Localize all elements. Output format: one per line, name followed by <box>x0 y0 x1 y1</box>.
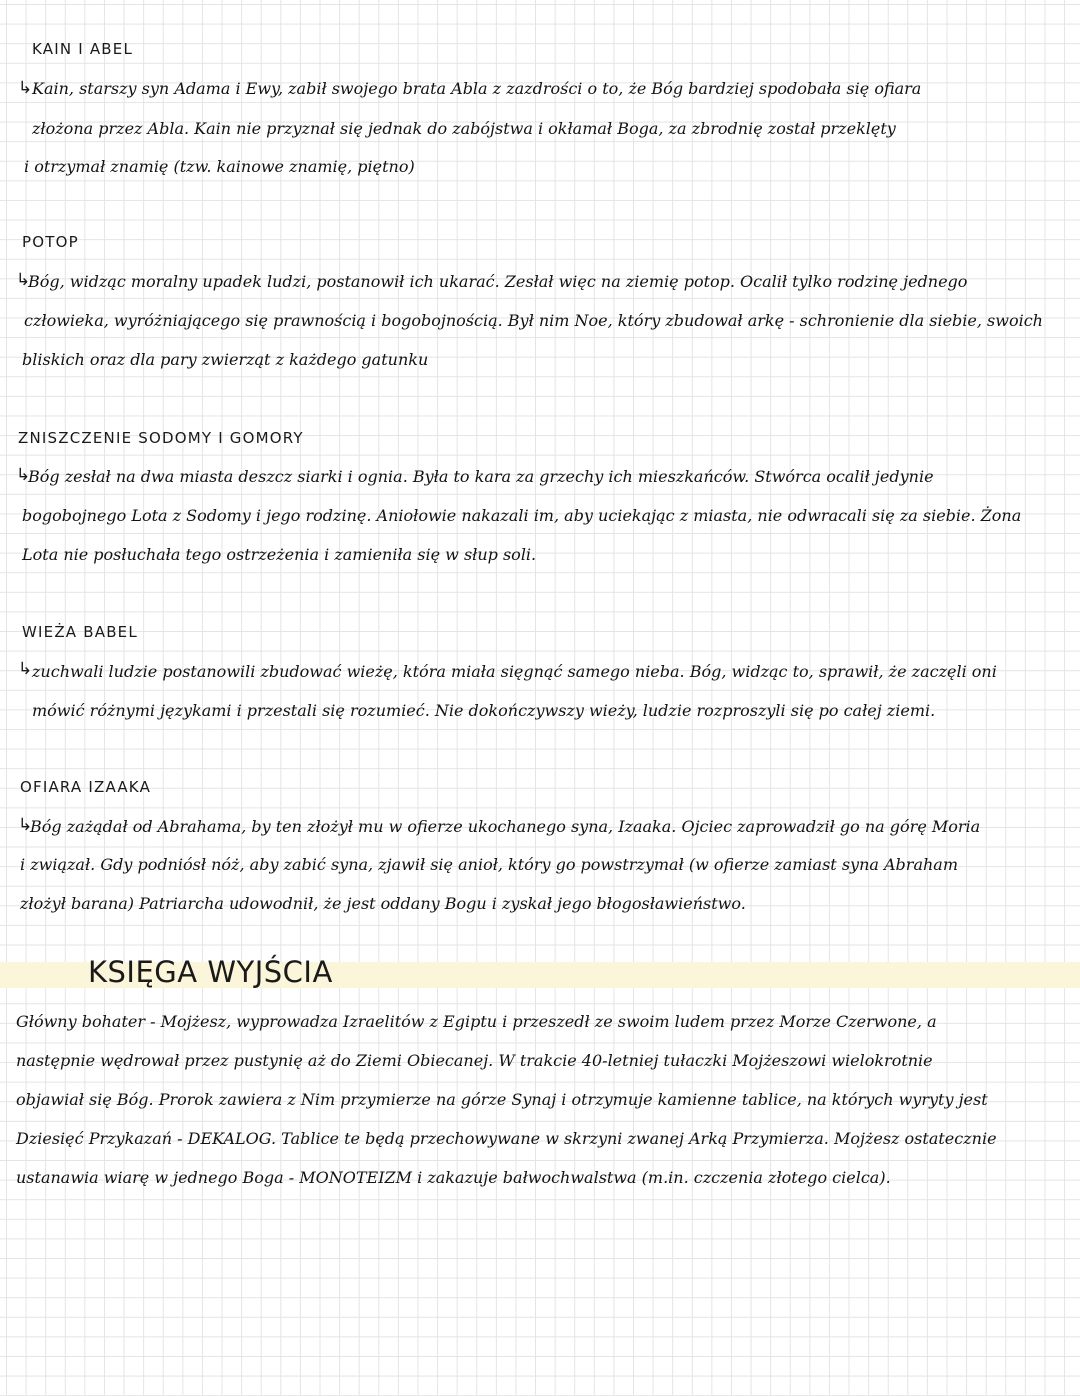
section-heading-wieza-babel: WIEŻA BABEL <box>22 623 138 641</box>
text-line: i związał. Gdy podniósł nóż, aby zabić syna, zjawił się anioł, który go powstrzymał (w ofierze zamiast syna Abraham <box>20 855 958 874</box>
arrow-icon: ↳ <box>16 270 31 290</box>
text-line: Bóg zażądał od Abrahama, by ten złożył mu w ofierze ukochanego syna, Izaaka. Ojciec zaprowadził go na górę Moria <box>30 817 981 836</box>
arrow-icon: ↳ <box>18 659 33 679</box>
section-heading-ofiara-izaaka: OFIARA IZAAKA <box>20 778 152 796</box>
text-line: człowieka, wyróżniającego się prawnością i bogobojnością. Był nim Noe, który zbudował arkę - schronienie dla siebie, swoich <box>24 311 1043 330</box>
section-heading-potop: POTOP <box>22 233 79 251</box>
text-line: Kain, starszy syn Adama i Ewy, zabił swojego brata Abla z zazdrości o to, że Bóg bardziej spodobała się ofiara <box>32 79 922 98</box>
text-line: następnie wędrował przez pustynię aż do Ziemi Obiecanej. W trakcie 40-letniej tułaczki Mojżeszowi wielokrotnie <box>16 1051 933 1070</box>
section-heading-sodoma-gomora: ZNISZCZENIE SODOMY I GOMORY <box>18 429 304 447</box>
text-line: Bóg, widząc moralny upadek ludzi, postanowił ich ukarać. Zesłał więc na ziemię potop. Ocalił tylko rodzinę jednego <box>28 272 968 291</box>
arrow-icon: ↳ <box>16 465 31 485</box>
text-line: złożył barana) Patriarcha udowodnił, że jest oddany Bogu i zyskał jego błogosławieństwo. <box>20 894 746 913</box>
section-heading-kain-i-abel: KAIN I ABEL <box>32 40 134 58</box>
text-line: Dziesięć Przykazań - DEKALOG. Tablice te będą przechowywane w skrzyni zwanej Arką Przymierza. Mojżesz ostatecznie <box>16 1129 997 1148</box>
text-line: bogobojnego Lota z Sodomy i jego rodzinę. Aniołowie nakazali im, aby uciekając z miasta, nie odwracali się za siebie. Żona <box>22 506 1022 525</box>
arrow-icon: ↳ <box>18 78 33 98</box>
text-line: objawiał się Bóg. Prorok zawiera z Nim przymierze na górze Synaj i otrzymuje kamienne tablice, na których wyryty jest <box>16 1090 988 1109</box>
arrow-icon: ↳ <box>18 815 33 835</box>
book-title-ksiega-wyjscia: KSIĘGA WYJŚCIA <box>88 955 333 989</box>
text-line: ustanawia wiarę w jednego Boga - MONOTEIZM i zakazuje bałwochwalstwa (m.in. czczenia złotego cielca). <box>16 1168 891 1187</box>
text-line: mówić różnymi językami i przestali się rozumieć. Nie dokończywszy wieży, ludzie rozproszyli się po całej ziemi. <box>32 701 936 720</box>
text-line: Bóg zesłał na dwa miasta deszcz siarki i ognia. Była to kara za grzechy ich mieszkańców. Stwórca ocalił jedynie <box>28 467 934 486</box>
text-line: Lota nie posłuchała tego ostrzeżenia i zamieniła się w słup soli. <box>22 545 537 564</box>
text-line: złożona przez Abla. Kain nie przyznał się jednak do zabójstwa i okłamał Boga, za zbrodnię został przeklęty <box>32 119 896 138</box>
text-line: Główny bohater - Mojżesz, wyprowadza Izraelitów z Egiptu i przeszedł ze swoim ludem przez Morze Czerwone, a <box>16 1012 937 1031</box>
text-line: zuchwali ludzie postanowili zbudować wieżę, która miała sięgnąć samego nieba. Bóg, widząc to, sprawił, że zaczęli oni <box>32 662 997 681</box>
text-line: bliskich oraz dla pary zwierząt z każdego gatunku <box>22 350 429 369</box>
text-line: i otrzymał znamię (tzw. kainowe znamię, piętno) <box>24 157 415 176</box>
